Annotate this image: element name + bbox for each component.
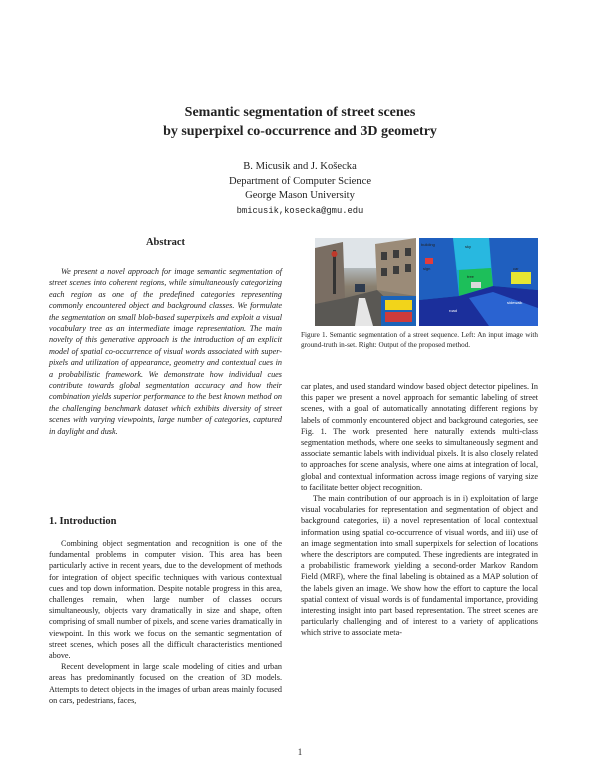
author-email: bmicusik,kosecka@gmu.edu <box>236 205 364 216</box>
author-university: George Mason University <box>245 190 355 201</box>
title-line-2: by superpixel co-occurrence and 3D geometry <box>163 124 437 139</box>
label-sky: sky <box>465 244 471 249</box>
abstract-text: We present a novel approach for image semantic segmentation of street scenes into coherent regions, while simultaneously categorizing each region as one of the predefined categories representing commonly encountered object and background classes. We formulate the segmentation on small blob-based superpixels and exploit a visual vocabulary tree as an intermediate image representation. The main novelty of this generative approach is the introduction of an explicit model of spatial co-occurrence of visual words associated with super-pixels and utilization of appearance, geometry and contextual cues in a probabilistic framework. We demonstrate how individual cues contribute towards global segmentation accuracy and how their combination yields superior performance to the best known method on the challenging benchmark dataset which exhibits diversity of street scenes with varying viewpoints, large number of categories, captured in daylight and dusk. <box>49 267 282 436</box>
input-street-image <box>315 238 416 326</box>
title-line-1: Semantic segmentation of street scenes <box>184 105 416 120</box>
figure-1 <box>301 238 538 328</box>
author-names: B. Micusik and J. Košecka <box>243 161 357 172</box>
label-sign: sign <box>423 266 431 271</box>
intro-paragraph-1: Combining object segmentation and recognition is one of the fundamental problems in computer vision. This area has been particularly active in recent years, due to the development of methods for integration of object specific techniques with various contextual cues and top down information. Despite notable progress in this area, challenges remain, when large number of classes occurs simultaneously, objects vary dramatically in size and shape, often comprising of small number of pixels, and scene varies dramatically in viewpoint. In this work we focus on the semantic segmentation of street scenes, which poses all the difficult characteristics mentioned above. <box>49 539 282 661</box>
author-department: Department of Computer Science <box>228 175 372 187</box>
label-sidewalk: sidewalk <box>507 300 523 305</box>
intro-section <box>49 538 282 706</box>
right-column <box>301 381 538 639</box>
right-paragraph-1: car plates, and used standard window based object detector pipelines. In this paper we present a novel approach for semantic labeling of street scenes, with a goal of automatically annotating different regions by labels of commonly encountered object and background categories, see Fig. 1. The work presented here naturally extends multi-class segmentation methods, where one seeks to simultaneously segment and associate semantic labels with individual pixels. It is also closely related to approaches for scene analysis, where one aims at integration of local, global and contextual information across image regions of varying size to facilitate better object recognition. <box>301 382 538 492</box>
abstract-heading: Abstract <box>145 237 186 248</box>
page-number: 1 <box>297 747 303 757</box>
intro-paragraph-2: Recent development in large scale modeling of cities and urban areas has predominantly focused on the creation of 3D models. Attempts to detect objects in the images of urban areas mainly focused on cars, pedestrians, faces, <box>49 662 282 705</box>
paper-title <box>0 103 600 141</box>
figure-caption: Figure 1. Semantic segmentation of a street sequence. Left: An input image with ground-truth in-set. Right: Output of the proposed method. <box>301 331 538 349</box>
author-block <box>0 160 600 218</box>
label-tree: tree <box>467 274 474 279</box>
label-road: road <box>449 308 458 313</box>
right-paragraph-2: The main contribution of our approach is in i) exploitation of large visual vocabularies for representation and segmentation of object and background categories, ii) a novel representation of local contextual information using spatial co-occurrence of visual words, and iii) use of an image segmentation into small superpixels for selection of locations where the descriptors are computed. These ingredients are integrated in a probabilistic framework yielding a second-order Markov Random Field (MRF), where the final labeling is obtained as a MAP solution of the labels given an image. We show how the effort to capture the local spatial context of visual words is of fundamental importance, providing interesting insight into part based representation. The street scenes are particularly challenging and of interest to a variety of applications which strive to associate meta- <box>301 494 538 638</box>
label-building: building <box>421 242 435 247</box>
segmentation-output-image <box>419 238 538 326</box>
intro-heading: 1. Introduction <box>49 516 117 527</box>
label-car: car <box>513 266 519 271</box>
